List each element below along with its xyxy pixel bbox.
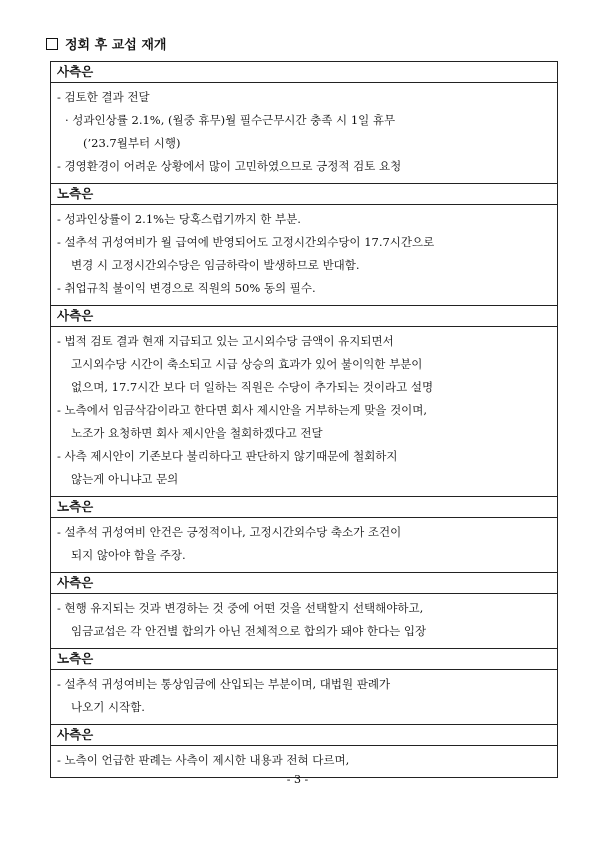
statement-line: 되지 않아야 함을 주장.	[71, 548, 186, 562]
statement-line: - 취업규칙 불이익 변경으로 직원의 50% 동의 필수.	[57, 281, 316, 295]
speaker-header: 노측은	[51, 184, 557, 205]
statement-line: - 성과인상률이 2.1%는 당혹스럽기까지 한 부분.	[57, 212, 301, 226]
statement-line: - 설추석 귀성여비가 월 급여에 반영되어도 고정시간외수당이 17.7시간으로	[57, 235, 435, 249]
statement-line: 없으며, 17.7시간 보다 더 일하는 직원은 수당이 추가되는 것이라고 설명	[71, 380, 434, 394]
speaker-header: 사측은	[51, 306, 557, 327]
speaker-statement	[51, 594, 557, 649]
statement-line: - 검토한 결과 전달	[57, 90, 150, 104]
statement-line: 변경 시 고정시간외수당은 임금하락이 발생하므로 반대함.	[71, 258, 360, 272]
statement-line: 않는게 아니냐고 문의	[71, 472, 179, 486]
speaker-header: 노측은	[51, 649, 557, 670]
page-number: - 3 -	[286, 773, 309, 786]
statement-line: 임금교섭은 각 안건별 합의가 아닌 전체적으로 합의가 돼야 한다는 입장	[71, 624, 427, 638]
speaker-statement	[51, 205, 557, 306]
statement-line: 고시외수당 시간이 축소되고 시급 상승의 효과가 있어 불이익한 부분이	[71, 357, 423, 371]
statement-line: 나오기 시작함.	[71, 700, 145, 714]
checkbox-square-icon	[46, 38, 58, 50]
statement-line: 노조가 요청하면 회사 제시안을 철회하겠다고 전달	[71, 426, 323, 440]
statement-line: - 법적 검토 결과 현재 지급되고 있는 고시외수당 금액이 유지되면서	[57, 334, 394, 348]
statement-line: - 경영환경이 어려운 상황에서 많이 고민하였으므로 긍정적 검토 요청	[57, 159, 402, 173]
statement-line: - 현행 유지되는 것과 변경하는 것 중에 어떤 것을 선택할지 선택해야하고,	[57, 601, 424, 615]
speaker-statement	[51, 83, 557, 184]
statement-line: - 설추석 귀성여비 안건은 긍정적이나, 고정시간외수당 축소가 조건이	[57, 525, 402, 539]
section-heading	[46, 36, 166, 56]
speaker-header: 사측은	[51, 573, 557, 594]
statement-line: (’23.7월부터 시행)	[83, 136, 181, 150]
speaker-header: 사측은	[51, 725, 557, 746]
section-heading-text: 정회 후 교섭 재개	[65, 38, 167, 53]
statement-line: - 노측이 언급한 판례는 사측이 제시한 내용과 전혀 다르며,	[57, 753, 350, 767]
statement-line: - 사측 제시안이 기존보다 불리하다고 판단하지 않기때문에 철회하지	[57, 449, 398, 463]
speaker-statement	[51, 670, 557, 725]
statement-line: - 설추석 귀성여비는 통상임금에 산입되는 부분이며, 대법원 판례가	[57, 677, 391, 691]
speaker-statement	[51, 327, 557, 497]
minutes-table	[50, 61, 558, 778]
speaker-statement	[51, 518, 557, 573]
speaker-header: 사측은	[51, 62, 557, 83]
statement-line: · 성과인상률 2.1%, (월중 휴무)월 필수근무시간 충족 시 1일 휴무	[65, 113, 396, 127]
speaker-header: 노측은	[51, 497, 557, 518]
statement-line: - 노측에서 임금삭감이라고 한다면 회사 제시안을 거부하는게 맞을 것이며,	[57, 403, 428, 417]
